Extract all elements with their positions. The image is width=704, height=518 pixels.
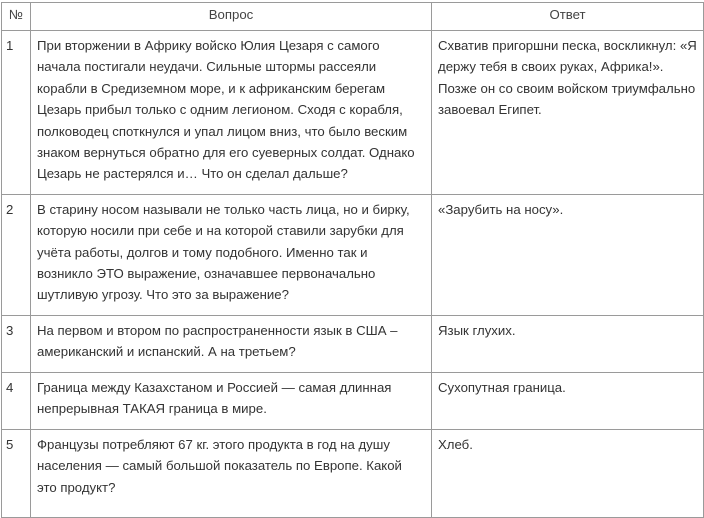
- answer-cell: Сухопутная граница.: [432, 372, 704, 429]
- question-cell: Французы потребляют 67 кг. этого продукта в год на душу населения — самый большой показатель по Европе. Какой это продукт?: [31, 429, 432, 517]
- table-row: [2, 315, 704, 372]
- row-number: 3: [2, 315, 31, 372]
- row-number: 4: [2, 372, 31, 429]
- question-cell: На первом и втором по распространенности язык в США – американский и испанский. А на третьем?: [31, 315, 432, 372]
- header-question: Вопрос: [31, 3, 432, 31]
- table-row: [2, 31, 704, 195]
- table-row: [2, 372, 704, 429]
- table-row: [2, 194, 704, 315]
- row-number: 1: [2, 31, 31, 195]
- question-cell: При вторжении в Африку войско Юлия Цезаря с самого начала постигали неудачи. Сильные штормы рассеяли корабли в Средиземном море, и к африканским берегам Цезарь прибыл только с одним легионом. Сходя с корабля, полководец споткнулся и упал лицом вниз, что было веским знаком вернуться обратно для его суеверных солдат. Однако Цезарь не растерялся и… Что он сделал дальше?: [31, 31, 432, 195]
- answer-cell: Хлеб.: [432, 429, 704, 517]
- row-number: 2: [2, 194, 31, 315]
- qa-table: [1, 2, 704, 518]
- question-cell: Граница между Казахстаном и Россией — самая длинная непрерывная ТАКАЯ граница в мире.: [31, 372, 432, 429]
- answer-cell: Схватив пригоршни песка, воскликнул: «Я держу тебя в своих руках, Африка!». Позже он со своим войском триумфально завоевал Египет.: [432, 31, 704, 195]
- table-row: [2, 429, 704, 517]
- question-cell: В старину носом называли не только часть лица, но и бирку, которую носили при себе и на которой ставили зарубки для учёта работы, долгов и тому подобного. Именно так и возникло ЭТО выражение, означавшее первоначально шутливую угрозу. Что это за выражение?: [31, 194, 432, 315]
- answer-cell: Язык глухих.: [432, 315, 704, 372]
- answer-cell: «Зарубить на носу».: [432, 194, 704, 315]
- header-number: №: [2, 3, 31, 31]
- table-header-row: [2, 3, 704, 31]
- row-number: 5: [2, 429, 31, 517]
- header-answer: Ответ: [432, 3, 704, 31]
